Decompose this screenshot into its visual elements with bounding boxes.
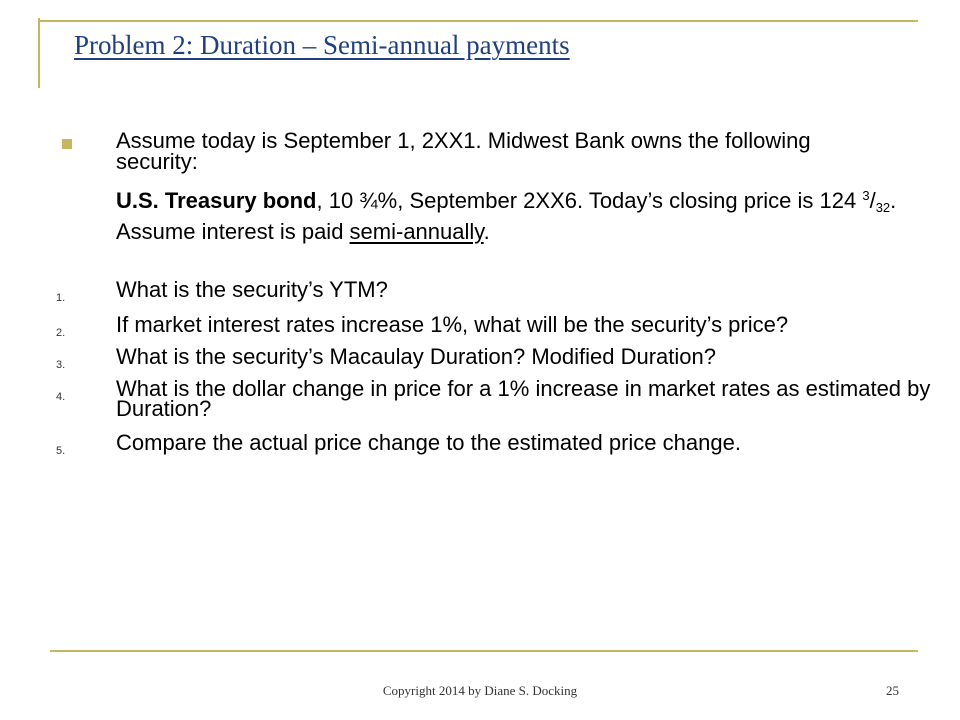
bond-name: U.S. Treasury bond [116, 188, 317, 213]
question-number: 1. [56, 292, 66, 304]
question-number: 5. [56, 445, 66, 457]
question-text: What is the security’s YTM? [116, 277, 388, 302]
square-bullet-icon [62, 139, 72, 149]
question-text: What is the dollar change in price for a 1% increase in market rates as estimated by Duration? [116, 376, 931, 421]
question-number: 2. [56, 327, 66, 339]
bond-end-period: . [483, 219, 490, 244]
intro-text: Assume today is September 1, 2XX1. Midwest Bank owns the following security: [116, 128, 811, 174]
accent-bottom-line [50, 650, 918, 652]
slide-title: Problem 2: Duration – Semi-annual payments [74, 30, 570, 60]
question-number: 3. [56, 359, 66, 371]
accent-top-line [38, 20, 918, 22]
question-number: 4. [56, 391, 66, 403]
price-fraction-denominator: 32 [875, 200, 891, 215]
semi-annually-text: semi-annually [349, 219, 484, 244]
question-text: Compare the actual price change to the estimated price change. [116, 430, 741, 455]
interest-text: . Assume interest is paid [116, 188, 897, 244]
accent-vertical-line [38, 18, 40, 88]
price-fraction-slash: / [869, 188, 876, 213]
footer-copyright: Copyright 2014 by Diane S. Docking [382, 683, 578, 698]
bond-description [116, 184, 906, 244]
question-text: What is the security’s Macaulay Duration? Modified Duration? [116, 344, 716, 369]
price-fraction-numerator: 3 [862, 188, 870, 203]
bond-details: , 10 ¾%, September 2XX6. Today’s closing price is 124 [316, 188, 863, 213]
question-text: If market interest rates increase 1%, what will be the security’s price? [116, 312, 789, 337]
page-number: 25 [886, 683, 899, 698]
